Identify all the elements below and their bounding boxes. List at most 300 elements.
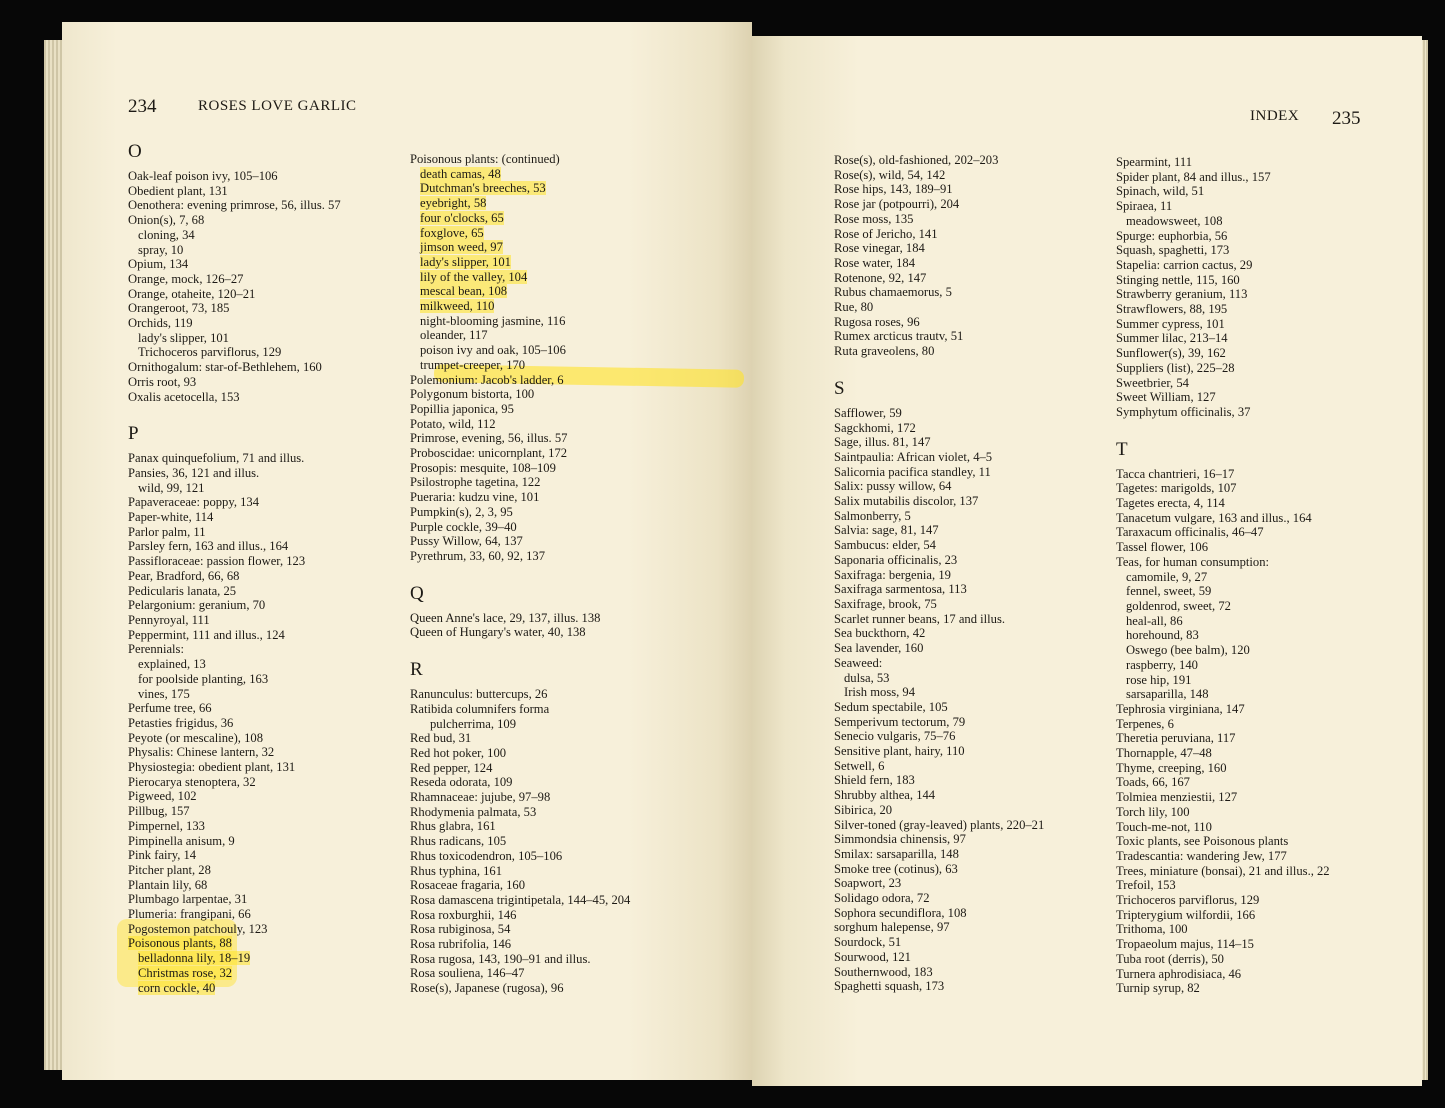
index-entry <box>410 431 740 446</box>
entry-text: oleander, 117 <box>420 328 488 343</box>
entry-text: Rhus radicans, 105 <box>410 834 507 849</box>
entry-text: Onion(s), 7, 68 <box>128 213 205 228</box>
entry-text: Paper-white, 114 <box>128 510 214 525</box>
entry-text: Rotenone, 92, 147 <box>834 270 927 285</box>
index-entry <box>128 789 418 804</box>
index-entry <box>1116 405 1416 420</box>
entry-text: Tacca chantrieri, 16–17 <box>1116 466 1235 481</box>
index-subentry <box>410 299 740 314</box>
highlighted-text: four o'clocks, 65 <box>420 210 504 225</box>
entry-text: Turnera aphrodisiaca, 46 <box>1116 966 1242 981</box>
index-entry <box>410 152 740 167</box>
section-spacer <box>1116 420 1416 432</box>
entry-text: Potato, wild, 112 <box>410 416 496 431</box>
entry-text: Orangeroot, 73, 185 <box>128 301 230 316</box>
entry-text: Silver-toned (gray-leaved) plants, 220–21 <box>834 817 1045 832</box>
entry-text: Rose(s), old-fashioned, 202–203 <box>834 153 999 167</box>
index-entry <box>1116 864 1416 879</box>
index-subentry <box>1116 614 1416 629</box>
index-entry <box>410 611 740 626</box>
index-entry <box>410 746 740 761</box>
index-entry <box>1116 555 1416 570</box>
index-entry <box>834 509 1124 524</box>
index-entry <box>410 417 740 432</box>
entry-text: Safflower, 59 <box>834 405 902 420</box>
entry-text: Rubus chamaemorus, 5 <box>834 285 952 300</box>
index-entry <box>834 256 1124 271</box>
entry-text: Shield fern, 183 <box>834 773 915 788</box>
entry-text: Popillia japonica, 95 <box>410 401 514 416</box>
entry-text: S <box>834 377 845 399</box>
running-head: INDEX <box>1250 108 1300 124</box>
entry-text: Rosa souliena, 146–47 <box>410 966 525 981</box>
index-subentry <box>1116 643 1416 658</box>
entry-text: fennel, sweet, 59 <box>1126 584 1212 599</box>
index-entry <box>1116 761 1416 776</box>
index-subentry <box>128 981 418 996</box>
index-entry <box>834 182 1124 197</box>
index-entry <box>128 819 418 834</box>
entry-text: Shrubby althea, 144 <box>834 788 936 803</box>
index-entry <box>1116 229 1416 244</box>
right-page <box>752 36 1422 1086</box>
entry-text: Strawberry geranium, 113 <box>1116 287 1248 302</box>
index-entry <box>834 465 1124 480</box>
index-entry <box>128 390 418 405</box>
index-entry <box>1116 376 1416 391</box>
index-subentry <box>1116 584 1416 599</box>
index-entry <box>834 744 1124 759</box>
index-entry <box>1116 496 1416 511</box>
index-entry <box>128 863 418 878</box>
highlighted-text: milkweed, 110 <box>420 299 495 314</box>
highlighted-text: foxglove, 65 <box>420 225 484 240</box>
entry-text: Rosa rugosa, 143, 190–91 and illus. <box>410 951 591 966</box>
index-entry <box>834 285 1124 300</box>
entry-text: Salix mutabilis discolor, 137 <box>834 494 979 509</box>
index-entry <box>128 257 418 272</box>
index-entry <box>128 316 418 331</box>
index-subentry <box>410 211 740 226</box>
index-subentry <box>410 358 740 373</box>
index-entry <box>1116 155 1416 170</box>
entry-text: Pyrethrum, 33, 60, 92, 137 <box>410 548 546 563</box>
entry-text: Scarlet runner beans, 17 and illus. <box>834 611 1006 626</box>
index-entry <box>834 197 1124 212</box>
index-entry <box>834 773 1124 788</box>
page-stack-edge <box>44 40 64 1070</box>
entry-text: Physiostegia: obedient plant, 131 <box>128 760 296 775</box>
index-subentry <box>410 255 740 270</box>
entry-text: Simmondsia chinensis, 97 <box>834 832 966 847</box>
index-entry <box>1116 481 1416 496</box>
left-page <box>62 22 752 1080</box>
entry-text: sarsaparilla, 148 <box>1126 687 1209 702</box>
entry-text: Solidago odora, 72 <box>834 891 930 906</box>
index-entry <box>410 731 740 746</box>
index-entry <box>410 625 740 640</box>
entry-text: goldenrod, sweet, 72 <box>1126 598 1231 613</box>
entry-text: Toxic plants, see Poisonous plants <box>1116 834 1289 849</box>
highlighted-text: death camas, 48 <box>420 166 501 181</box>
index-entry <box>1116 967 1416 982</box>
entry-text: Saxifrage, brook, 75 <box>834 596 937 611</box>
entry-text: Peyote (or mescaline), 108 <box>128 730 263 745</box>
entry-text: Q <box>410 582 424 604</box>
entry-text: Sambucus: elder, 54 <box>834 538 936 553</box>
index-entry <box>1116 390 1416 405</box>
entry-text: Thornapple, 47–48 <box>1116 746 1212 761</box>
entry-text: Rosa roxburghii, 146 <box>410 907 517 922</box>
index-entry <box>834 494 1124 509</box>
index-entry <box>128 495 418 510</box>
index-entry <box>410 490 740 505</box>
index-subentry <box>128 657 418 672</box>
entry-text: explained, 13 <box>138 657 206 672</box>
entry-text: Red bud, 31 <box>410 731 472 746</box>
entry-text: Trithoma, 100 <box>1116 922 1188 937</box>
section-spacer <box>410 640 740 652</box>
entry-text: for poolside planting, 163 <box>138 671 269 686</box>
entry-text: Touch-me-not, 110 <box>1116 819 1212 834</box>
index-entry <box>410 864 740 879</box>
index-subentry <box>410 167 740 182</box>
entry-text: Ranunculus: buttercups, 26 <box>410 687 548 702</box>
entry-text: Orchids, 119 <box>128 316 193 331</box>
entry-text: Ratibida columnifers forma <box>410 701 550 716</box>
entry-text: Squash, spaghetti, 173 <box>1116 243 1230 258</box>
entry-text: Pear, Bradford, 66, 68 <box>128 568 240 583</box>
entry-text: Salmonberry, 5 <box>834 508 911 523</box>
entry-text: Sage, illus. 81, 147 <box>834 435 931 450</box>
index-entry <box>410 505 740 520</box>
index-entry <box>128 907 418 922</box>
highlighted-text: Dutchman's breeches, 53 <box>420 181 546 196</box>
entry-text: Sunflower(s), 39, 162 <box>1116 346 1226 361</box>
index-entry <box>410 775 740 790</box>
index-entry <box>128 287 418 302</box>
highlighted-text: lady's slipper, 101 <box>420 254 511 269</box>
entry-text: Suppliers (list), 225–28 <box>1116 360 1235 375</box>
entry-text: T <box>1116 438 1128 460</box>
index-entry <box>128 878 418 893</box>
entry-text: Orris root, 93 <box>128 374 197 389</box>
index-entry <box>1116 170 1416 185</box>
entry-text: Proboscidae: unicornplant, 172 <box>410 446 568 461</box>
entry-text: Poisonous plants: (continued) <box>410 152 560 166</box>
entry-text: Turnip syrup, 82 <box>1116 981 1200 996</box>
entry-text: Ruta graveolens, 80 <box>834 344 935 359</box>
index-entry <box>410 922 740 937</box>
index-entry <box>410 981 740 996</box>
entry-text: Trichoceros parviflorus, 129 <box>138 345 282 360</box>
index-entry <box>128 922 418 937</box>
index-entry <box>128 613 418 628</box>
index-entry <box>410 966 740 981</box>
index-subentry <box>1116 628 1416 643</box>
entry-text: Papaveraceae: poppy, 134 <box>128 495 260 510</box>
index-entry <box>834 479 1124 494</box>
entry-text: Obedient plant, 131 <box>128 183 228 198</box>
index-entry <box>1116 849 1416 864</box>
index-entry <box>834 406 1124 421</box>
index-entry <box>1116 540 1416 555</box>
entry-text: Teas, for human consumption: <box>1116 554 1270 569</box>
entry-text: Sea lavender, 160 <box>834 641 924 656</box>
index-subentry <box>1116 658 1416 673</box>
index-entry <box>1116 702 1416 717</box>
page-number: 234 <box>128 96 157 117</box>
section-spacer <box>834 359 1124 371</box>
index-entry <box>834 597 1124 612</box>
entry-text: pulcherrima, 109 <box>430 716 517 731</box>
entry-text: Perennials: <box>128 642 184 657</box>
entry-text: heal-all, 86 <box>1126 613 1183 628</box>
entry-text: Sweet William, 127 <box>1116 390 1216 405</box>
index-entry <box>128 375 418 390</box>
index-entry <box>1116 775 1416 790</box>
index-entry <box>834 344 1124 359</box>
entry-text: Rose(s), wild, 54, 142 <box>834 167 946 182</box>
entry-text: Irish moss, 94 <box>844 685 916 700</box>
index-subentry <box>410 240 740 255</box>
index-entry <box>1116 243 1416 258</box>
entry-text: Plumeria: frangipani, 66 <box>128 907 251 922</box>
index-subentry <box>128 228 418 243</box>
section-letter <box>410 584 740 604</box>
index-entry <box>834 241 1124 256</box>
entry-text: Summer lilac, 213–14 <box>1116 331 1228 346</box>
entry-text: Reseda odorata, 109 <box>410 775 513 790</box>
entry-text: Tassel flower, 106 <box>1116 540 1208 555</box>
entry-text: Panax quinquefolium, 71 and illus. <box>128 451 305 466</box>
entry-text: Pillbug, 157 <box>128 804 190 819</box>
index-entry <box>834 212 1124 227</box>
index-entry <box>128 525 418 540</box>
index-subentry <box>410 226 740 241</box>
entry-text: Parlor palm, 11 <box>128 524 206 539</box>
entry-text: poison ivy and oak, 105–106 <box>420 343 566 358</box>
entry-text: Rose vinegar, 184 <box>834 241 925 256</box>
entry-text: Psilostrophe tagetina, 122 <box>410 475 541 490</box>
index-column <box>128 134 418 995</box>
index-entry <box>128 775 418 790</box>
entry-text: Rhamnaceae: jujube, 97–98 <box>410 790 551 805</box>
index-entry <box>1116 820 1416 835</box>
index-entry <box>834 715 1124 730</box>
entry-text: dulsa, 53 <box>844 670 890 685</box>
highlighted-text: jimson weed, 97 <box>420 240 503 255</box>
index-entry <box>1116 273 1416 288</box>
index-entry <box>128 716 418 731</box>
entry-text: Theretia peruviana, 117 <box>1116 731 1236 746</box>
entry-text: Salvia: sage, 81, 147 <box>834 523 939 538</box>
index-entry <box>834 656 1124 671</box>
index-entry <box>128 301 418 316</box>
index-entry <box>834 582 1124 597</box>
highlighted-text: corn cockle, 40 <box>138 980 216 995</box>
index-entry <box>834 612 1124 627</box>
index-entry <box>128 834 418 849</box>
entry-text: Sagckhomi, 172 <box>834 420 916 435</box>
entry-text: Pelargonium: geranium, 70 <box>128 598 266 613</box>
index-subentry <box>410 314 740 329</box>
entry-text: Pogostemon patchouly, 123 <box>128 921 268 936</box>
entry-text: Rosaceae fragaria, 160 <box>410 878 526 893</box>
entry-text: Soapwort, 23 <box>834 876 902 891</box>
index-entry <box>834 271 1124 286</box>
entry-text: Sensitive plant, hairy, 110 <box>834 744 965 759</box>
entry-text: Sourdock, 51 <box>834 935 902 950</box>
entry-text: Spiraea, 11 <box>1116 199 1173 214</box>
index-entry <box>1116 511 1416 526</box>
index-entry <box>128 584 418 599</box>
section-spacer <box>410 564 740 576</box>
entry-text: Opium, 134 <box>128 257 189 272</box>
running-head: ROSES LOVE GARLIC <box>198 98 357 114</box>
index-entry <box>410 952 740 967</box>
entry-text: Sourwood, 121 <box>834 949 911 964</box>
entry-text: P <box>128 423 139 445</box>
index-entry <box>1116 302 1416 317</box>
entry-text: Peppermint, 111 and illus., 124 <box>128 627 285 642</box>
index-entry <box>128 539 418 554</box>
entry-text: Spider plant, 84 and illus., 157 <box>1116 169 1271 184</box>
index-entry <box>128 554 418 569</box>
entry-text: wild, 99, 121 <box>138 480 205 495</box>
entry-text: Smoke tree (cotinus), 63 <box>834 861 958 876</box>
entry-text: Taraxacum officinalis, 46–47 <box>1116 525 1264 540</box>
entry-text: Tagetes erecta, 4, 114 <box>1116 496 1225 511</box>
index-entry <box>410 549 740 564</box>
entry-text: Tuba root (derris), 50 <box>1116 951 1224 966</box>
entry-text: Toads, 66, 167 <box>1116 775 1190 790</box>
entry-text: Senecio vulgaris, 75–76 <box>834 729 956 744</box>
index-entry <box>834 920 1124 935</box>
index-entry <box>128 184 418 199</box>
entry-text: Sibirica, 20 <box>834 802 893 817</box>
entry-text: Torch lily, 100 <box>1116 804 1190 819</box>
entry-text: Trefoil, 153 <box>1116 878 1176 893</box>
index-entry <box>1116 731 1416 746</box>
entry-text: R <box>410 659 423 681</box>
index-subentry <box>834 671 1124 686</box>
index-entry <box>1116 908 1416 923</box>
index-entry <box>128 510 418 525</box>
entry-text: trumpet-creeper, 170 <box>420 357 526 372</box>
index-entry <box>834 935 1124 950</box>
index-entry <box>834 153 1124 168</box>
index-column <box>1116 155 1416 996</box>
section-letter <box>834 379 1124 399</box>
index-entry <box>834 626 1124 641</box>
entry-text: Rose water, 184 <box>834 255 915 270</box>
section-letter <box>1116 440 1416 460</box>
index-subentry <box>410 328 740 343</box>
entry-text: Rosa damascena trigintipetala, 144–45, 204 <box>410 892 631 907</box>
index-entry <box>1116 346 1416 361</box>
index-entry <box>834 759 1124 774</box>
entry-text: Orange, otaheite, 120–21 <box>128 286 256 301</box>
entry-text: Prosopis: mesquite, 108–109 <box>410 460 556 475</box>
index-entry <box>834 227 1124 242</box>
index-entry <box>1116 746 1416 761</box>
highlighted-text: belladonna lily, 18–19 <box>138 951 251 966</box>
entry-text: Terpenes, 6 <box>1116 716 1174 731</box>
entry-text: Stapelia: carrion cactus, 29 <box>1116 257 1253 272</box>
entry-text: Sweetbrier, 54 <box>1116 375 1189 390</box>
index-entry <box>410 790 740 805</box>
index-entry <box>410 402 740 417</box>
entry-text: Rose(s), Japanese (rugosa), 96 <box>410 981 564 996</box>
entry-text: Purple cockle, 39–40 <box>410 519 517 534</box>
index-entry <box>410 834 740 849</box>
index-entry <box>834 818 1124 833</box>
entry-text: Pimpernel, 133 <box>128 818 205 833</box>
entry-text: Rose jar (potpourri), 204 <box>834 197 960 212</box>
entry-text: Stinging nettle, 115, 160 <box>1116 272 1240 287</box>
index-entry <box>410 475 740 490</box>
entry-text: Pussy Willow, 64, 137 <box>410 534 523 549</box>
entry-text: Thyme, creeping, 160 <box>1116 760 1227 775</box>
index-entry <box>834 862 1124 877</box>
index-subentry <box>1116 673 1416 688</box>
entry-text: O <box>128 141 142 162</box>
index-entry <box>834 641 1124 656</box>
entry-text: Rose moss, 135 <box>834 211 914 226</box>
index-entry <box>410 461 740 476</box>
entry-text: Rhodymenia palmata, 53 <box>410 804 537 819</box>
index-entry <box>834 700 1124 715</box>
index-subentry <box>128 331 418 346</box>
index-entry <box>834 729 1124 744</box>
index-entry <box>834 876 1124 891</box>
index-entry <box>834 568 1124 583</box>
highlighted-text: Poisonous plants, 88 <box>128 936 232 951</box>
entry-text: Rosa rubiginosa, 54 <box>410 922 511 937</box>
index-entry <box>128 169 418 184</box>
entry-text: Sophora secundiflora, 108 <box>834 905 967 920</box>
entry-text: Rhus glabra, 161 <box>410 819 496 834</box>
entry-text: cloning, 34 <box>138 227 195 242</box>
section-letter <box>410 660 740 680</box>
entry-text: Semperivum tectorum, 79 <box>834 714 966 729</box>
index-entry <box>410 520 740 535</box>
index-entry <box>1116 361 1416 376</box>
index-subentry <box>128 951 418 966</box>
entry-text: Sea buckthorn, 42 <box>834 626 926 641</box>
index-entry <box>1116 525 1416 540</box>
entry-text: meadowsweet, 108 <box>1126 213 1223 228</box>
entry-text: Pedicularis lanata, 25 <box>128 583 237 598</box>
entry-text: Saponaria officinalis, 23 <box>834 552 958 567</box>
entry-text: Rhus toxicodendron, 105–106 <box>410 848 563 863</box>
index-entry <box>834 979 1124 994</box>
index-entry <box>128 804 418 819</box>
index-entry <box>128 466 418 481</box>
index-entry <box>1116 937 1416 952</box>
entry-text: rose hip, 191 <box>1126 672 1192 687</box>
index-entry <box>834 803 1124 818</box>
index-entry <box>1116 805 1416 820</box>
entry-text: Strawflowers, 88, 195 <box>1116 302 1228 317</box>
index-entry <box>1116 922 1416 937</box>
entry-text: Tagetes: marigolds, 107 <box>1116 481 1237 496</box>
entry-text: Saxifraga sarmentosa, 113 <box>834 582 967 597</box>
index-subentry <box>128 966 418 981</box>
index-entry <box>1116 317 1416 332</box>
index-entry <box>410 534 740 549</box>
